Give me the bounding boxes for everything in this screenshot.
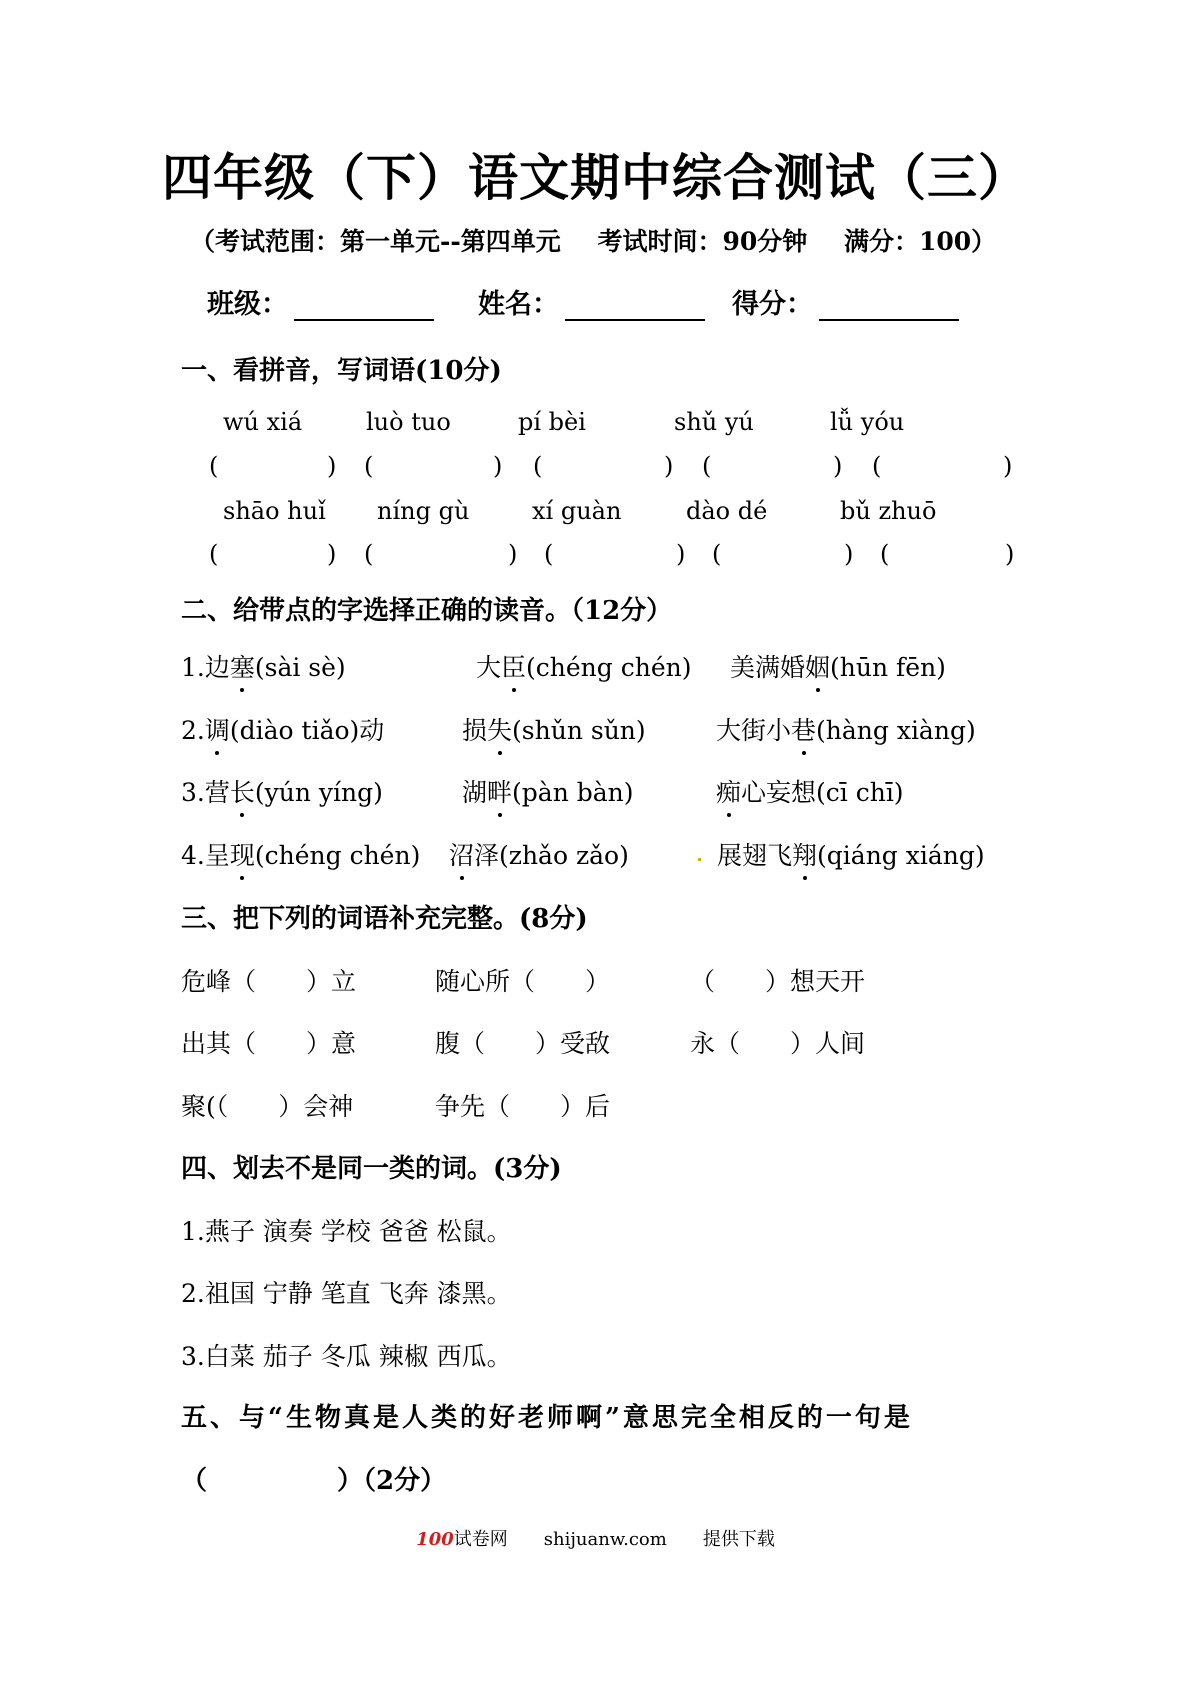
site-url[interactable]: shijuanw.com: [543, 1529, 667, 1550]
pinyin-9: dào dé: [686, 497, 768, 525]
answer-close-10: ): [1005, 540, 1015, 568]
idiom-item: 随心所（ ）: [435, 967, 611, 996]
answer-close-1: ): [327, 452, 337, 480]
pinyin-10: bǔ zhuō: [840, 497, 937, 525]
pinyin-4: shǔ yú: [674, 408, 754, 436]
word-group-1: 1.燕子 演奏 学校 爸爸 松鼠。: [181, 1217, 512, 1246]
section5-heading: 五、与“生物真是人类的好老师啊”意思完全相反的一句是: [181, 1403, 913, 1433]
pinyin-7: níng gù: [377, 497, 470, 525]
answer-close-8: ): [676, 540, 686, 568]
pinyin-3: pí bèi: [518, 408, 586, 436]
answer-open-10: (: [880, 540, 890, 568]
reading-item: 4.呈现(chéng chén): [181, 836, 420, 872]
page-title: 四年级（下）语文期中综合测试（三）: [162, 148, 1029, 207]
idiom-item: 危峰（ ）立: [181, 967, 357, 996]
reading-item: 沼泽(zhǎo zǎo): [449, 836, 629, 872]
exam-time: 考试时间：90分钟: [597, 227, 808, 256]
name-field: [478, 282, 705, 321]
stray-mark: [698, 858, 701, 861]
idiom-item: （ ）想天开: [690, 967, 866, 996]
answer-close-7: ): [508, 540, 518, 568]
exam-full-score: 满分：100）: [844, 227, 997, 256]
score-blank[interactable]: [819, 293, 959, 321]
reading-item: 展翅飞翔(qiáng xiáng): [717, 836, 985, 872]
idiom-item: 永（ ）人间: [690, 1029, 866, 1058]
answer-open-7: (: [364, 540, 374, 568]
exam-info: [190, 222, 996, 258]
section5-answer: （ ）（2分）: [181, 1466, 447, 1496]
answer-open-9: (: [712, 540, 722, 568]
reading-item: 美满婚姻(hūn fēn): [730, 648, 946, 684]
section3-heading: 三、把下列的词语补充完整。(8分): [181, 904, 588, 934]
pinyin-6: shāo huǐ: [223, 497, 326, 525]
idiom-item: 争先（ ）后: [435, 1092, 611, 1121]
pinyin-8: xí guàn: [532, 497, 622, 525]
class-label: 班级：: [207, 289, 288, 320]
brand-name: 试卷网: [453, 1529, 508, 1550]
score-label: 得分：: [732, 289, 813, 320]
reading-item: 湖畔(pàn bàn): [462, 773, 634, 809]
name-label: 姓名：: [478, 289, 559, 320]
reading-item: 1.边塞(sài sè): [181, 648, 346, 684]
name-blank[interactable]: [565, 293, 705, 321]
answer-close-2: ): [493, 452, 503, 480]
answer-close-5: ): [1003, 452, 1013, 480]
answer-open-6: (: [209, 540, 219, 568]
class-field: [207, 282, 434, 321]
idiom-item: 聚(（ ）会神: [181, 1092, 354, 1121]
reading-item: 3.营长(yún yíng): [181, 773, 383, 809]
answer-open-3: (: [533, 452, 543, 480]
pinyin-1: wú xiá: [223, 408, 303, 436]
word-group-2: 2.祖国 宁静 笔直 飞奔 漆黑。: [181, 1279, 512, 1308]
section1-heading: 一、看拼音，写词语(10分): [181, 356, 502, 386]
section2-heading: 二、给带点的字选择正确的读音。（12分）: [181, 596, 673, 626]
pinyin-2: luò tuo: [366, 408, 451, 436]
class-blank[interactable]: [294, 293, 434, 321]
answer-close-3: ): [664, 452, 674, 480]
idiom-item: 腹（ ）受敌: [435, 1029, 611, 1058]
word-group-3: 3.白菜 茄子 冬瓜 辣椒 西瓜。: [181, 1342, 512, 1371]
provide-text: 提供下载: [702, 1529, 775, 1550]
answer-open-5: (: [872, 452, 882, 480]
brand-logo: 100: [416, 1529, 454, 1550]
answer-open-8: (: [544, 540, 554, 568]
answer-open-1: (: [209, 452, 219, 480]
answer-close-4: ): [833, 452, 843, 480]
reading-item: 大街小巷(hàng xiàng): [716, 711, 976, 747]
idiom-item: 出其（ ）意: [181, 1029, 357, 1058]
reading-item: 损失(shǔn sǔn): [462, 711, 646, 747]
section4-heading: 四、划去不是同一类的词。(3分): [181, 1154, 562, 1184]
pinyin-5: lǚ yóu: [830, 408, 905, 436]
exam-range: （考试范围：第一单元--第四单元: [190, 227, 561, 256]
footer: [0, 1525, 1191, 1551]
reading-item: 大臣(chéng chén): [476, 648, 692, 684]
score-field: [732, 282, 959, 321]
reading-item: 2.调(diào tiǎo)动: [181, 711, 384, 747]
answer-close-6: ): [327, 540, 337, 568]
answer-open-4: (: [702, 452, 712, 480]
answer-close-9: ): [844, 540, 854, 568]
answer-open-2: (: [364, 452, 374, 480]
reading-item: 痴心妄想(cī chī): [716, 773, 904, 809]
